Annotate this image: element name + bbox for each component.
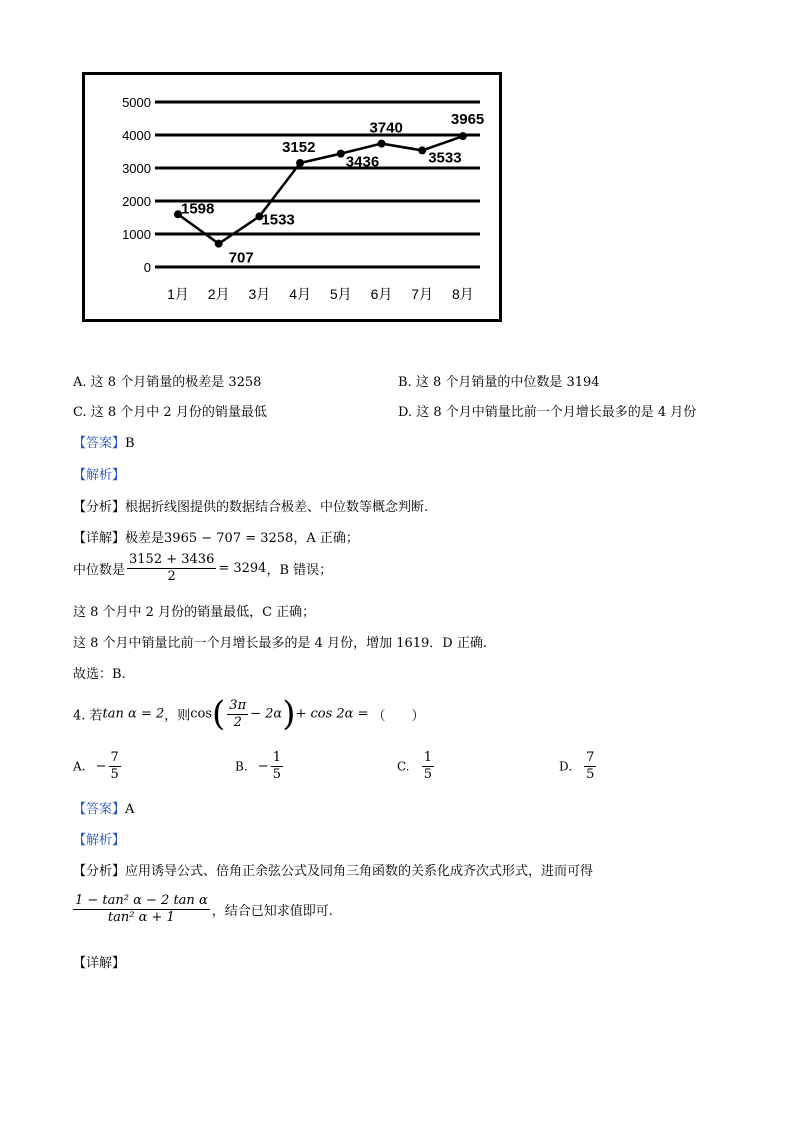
x-tick-label: 5月 — [329, 286, 352, 302]
x-tick-label: 8月 — [452, 286, 474, 302]
q4-optD-den: 5 — [586, 767, 595, 782]
q4-expr-num: 1 − tan² α − 2 tan α — [75, 893, 208, 908]
q3-detail-line-1 — [73, 527, 359, 546]
q4-optA-frac — [109, 750, 121, 783]
q3-range-formula: 3965 − 707 = 3258 — [164, 531, 294, 546]
data-label: 3740 — [369, 119, 403, 137]
x-tick-label: 6月 — [370, 286, 393, 302]
q4-plus-cos2a: + cos 2α = — [295, 706, 369, 722]
q3-detail-line-4: 这 8 个月中销量比前一个月增长最多的是 4 月份，增加 1619．D 正确. — [73, 636, 487, 651]
q3-detail1-a: 极差是 — [125, 531, 165, 546]
x-tick-label: 2月 — [207, 286, 230, 302]
q4-optD-num: 7 — [586, 750, 595, 765]
q4-optB-den: 5 — [272, 767, 281, 782]
q3-choose: 故选：B. — [73, 667, 126, 682]
q4-answer: A — [125, 802, 135, 817]
q3-median-numerator: 3152 + 3436 — [129, 552, 215, 567]
q3-answer-tag: 【答案】 — [73, 436, 126, 451]
q4-optC-frac — [422, 750, 434, 783]
q3-fenxi-tag: 【分析】 — [73, 500, 126, 515]
data-label: 707 — [228, 249, 254, 267]
q3-fenxi-line — [73, 496, 428, 515]
data-label: 1598 — [181, 200, 215, 218]
q4-fenxi-line — [73, 860, 593, 879]
q4-optC-den: 5 — [423, 767, 432, 782]
q4-optC-num: 1 — [423, 750, 432, 765]
left-paren: ( — [212, 694, 226, 734]
x-tick-label: 4月 — [289, 286, 311, 302]
data-label: 3533 — [428, 149, 462, 167]
q4-optB-letter: B. — [235, 759, 248, 774]
q4-optB-sign: − — [257, 759, 269, 774]
q4-minus-2a: − 2α — [250, 706, 283, 722]
q3-analysis-tag: 【解析】 — [73, 468, 126, 483]
q4-cos: cos — [190, 706, 213, 722]
q3-median-eq: = 3294 — [218, 561, 267, 576]
q4-optA-num: 7 — [110, 750, 119, 765]
q4-3pi-over-2 — [227, 698, 248, 731]
q4-option-c — [397, 750, 436, 783]
q3-option-d: D. 这 8 个月中销量比前一个月增长最多的是 4 月份 — [398, 405, 697, 420]
q4-detail-tag: 【详解】 — [73, 956, 126, 971]
q3-option-b: B. 这 8 个月销量的中位数是 3194 — [398, 375, 600, 390]
q4-optA-sign: − — [95, 759, 107, 774]
q4-answer-line — [73, 798, 134, 817]
q4-optA-letter: A. — [73, 759, 86, 774]
y-tick-label: 5000 — [122, 95, 151, 110]
x-tick-label: 3月 — [248, 286, 271, 302]
chart-svg — [85, 75, 499, 319]
x-tick-label: 7月 — [411, 286, 434, 302]
q3-detail2-b: ，B 错误； — [266, 563, 333, 578]
q4-blank: （ ） — [372, 708, 425, 724]
q4-optC-letter: C. — [397, 759, 410, 774]
q4-option-a — [73, 750, 123, 783]
q4-expr-den: tan² α + 1 — [107, 910, 175, 925]
data-point — [459, 132, 467, 140]
q3-option-a: A. 这 8 个月销量的极差是 3258 — [73, 375, 262, 390]
y-tick-label: 2000 — [122, 194, 151, 209]
q4-frac-den: 2 — [233, 714, 242, 730]
q3-detail1-b: ，A 正确； — [293, 531, 359, 546]
y-tick-label: 1000 — [122, 227, 151, 242]
q4-answer-tag: 【答案】 — [73, 802, 126, 817]
data-point — [418, 146, 426, 154]
y-tick-label: 0 — [143, 260, 151, 275]
y-tick-label: 3000 — [122, 161, 151, 176]
q4-expr-after: ，结合已知求值即可. — [211, 904, 333, 919]
x-tick-label: 1月 — [167, 286, 189, 302]
right-paren: ) — [282, 694, 296, 734]
q3-answer-line — [73, 432, 135, 451]
q3-fenxi-text: 根据折线图提供的数据结合极差、中位数等概念判断. — [125, 500, 429, 515]
q3-median-fraction — [127, 552, 216, 585]
q4-option-b — [235, 750, 285, 783]
q4-expression-line — [73, 893, 333, 926]
data-point — [215, 240, 223, 248]
q4-stem-mid: ，则 — [164, 708, 191, 724]
q4-condition: tan α = 2 — [102, 706, 165, 722]
q4-optB-frac — [271, 750, 283, 783]
q3-detail2-a: 中位数是 — [73, 563, 126, 578]
data-point — [296, 159, 304, 167]
q4-fenxi-tag: 【分析】 — [73, 864, 126, 879]
q4-optB-num: 1 — [272, 750, 281, 765]
q4-frac-num: 3π — [229, 697, 247, 713]
q4-homogeneous-fraction — [73, 893, 210, 926]
q4-option-d — [559, 750, 598, 783]
q4-optD-frac — [584, 750, 596, 783]
sales-line-chart — [82, 72, 502, 322]
q3-answer: B — [125, 436, 135, 451]
q3-median-denominator: 2 — [167, 569, 176, 584]
q4-optD-letter: D. — [559, 759, 573, 774]
data-label: 3436 — [345, 153, 380, 171]
q4-fenxi-text: 应用诱导公式、倍角正余弦公式及同角三角函数的关系化成齐次式形式，进而可得 — [125, 864, 594, 879]
data-label: 1533 — [261, 211, 295, 229]
q3-detail-line-2 — [73, 552, 332, 585]
q4-optA-den: 5 — [110, 767, 119, 782]
data-label: 3965 — [450, 111, 485, 129]
data-label: 3152 — [282, 138, 316, 156]
y-tick-label: 4000 — [122, 128, 151, 143]
q3-detail-line-3: 这 8 个月中 2 月份的销量最低，C 正确； — [73, 605, 316, 620]
q3-detail-tag: 【详解】 — [73, 531, 126, 546]
q4-stem — [73, 694, 425, 734]
data-point — [378, 140, 386, 148]
q3-option-c: C. 这 8 个月中 2 月份的销量最低 — [73, 405, 267, 420]
data-point — [337, 150, 345, 158]
q4-analysis-tag: 【解析】 — [73, 833, 126, 848]
q4-stem-prefix: 4. 若 — [73, 708, 103, 724]
